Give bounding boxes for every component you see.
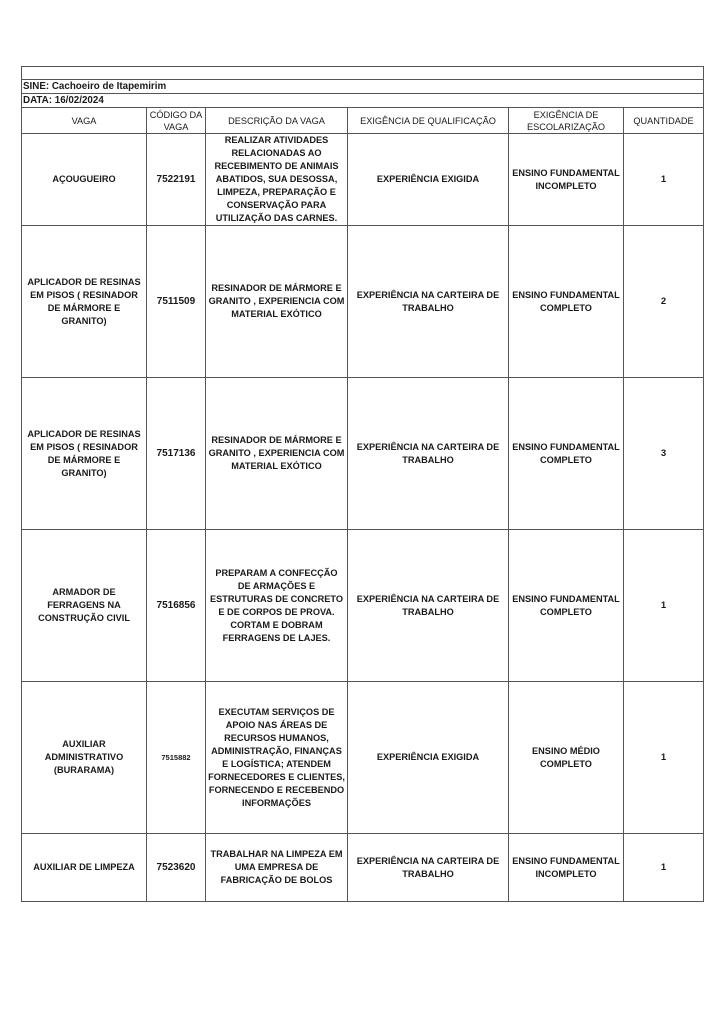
- cell-quantidade: 2: [624, 226, 704, 378]
- cell-quantidade: 3: [624, 378, 704, 530]
- cell-vaga: AUXILIAR DE LIMPEZA: [22, 834, 147, 902]
- cell-qualificacao: EXPERIÊNCIA NA CARTEIRA DE TRABALHO: [348, 378, 509, 530]
- cell-vaga: APLICADOR DE RESINAS EM PISOS ( RESINADOR DE MÁRMORE E GRANITO): [22, 226, 147, 378]
- cell-qualificacao: EXPERIÊNCIA EXIGIDA: [348, 134, 509, 226]
- header-qualificacao: EXIGÊNCIA DE QUALIFICAÇÃO: [348, 108, 509, 134]
- header-quantidade: QUANTIDADE: [624, 108, 704, 134]
- cell-quantidade: 1: [624, 682, 704, 834]
- cell-descricao: RESINADOR DE MÁRMORE E GRANITO , EXPERIENCIA COM MATERIAL EXÓTICO: [206, 378, 348, 530]
- table-row: [22, 834, 704, 902]
- date-label: DATA: 16/02/2024: [22, 94, 704, 108]
- sine-row: [22, 80, 704, 94]
- cell-escolarizacao: ENSINO FUNDAMENTAL COMPLETO: [509, 530, 624, 682]
- header-escolarizacao: EXIGÊNCIA DE ESCOLARIZAÇÃO: [509, 108, 624, 134]
- sine-label: SINE: Cachoeiro de Itapemirim: [22, 80, 704, 94]
- cell-quantidade: 1: [624, 530, 704, 682]
- cell-descricao: TRABALHAR NA LIMPEZA EM UMA EMPRESA DE FABRICAÇÃO DE BOLOS: [206, 834, 348, 902]
- cell-descricao: EXECUTAM SERVIÇOS DE APOIO NAS ÁREAS DE RECURSOS HUMANOS, ADMINISTRAÇÃO, FINANÇAS E LOGÍSTICA; ATENDEM FORNECEDORES E CLIENTES, FORNECENDO E RECEBENDO INFORMAÇÕES: [206, 682, 348, 834]
- cell-codigo: 7517136: [147, 378, 206, 530]
- table-row: [22, 530, 704, 682]
- cell-codigo: 7511509: [147, 226, 206, 378]
- job-vacancy-sheet: [21, 66, 703, 902]
- header-vaga: VAGA: [22, 108, 147, 134]
- cell-codigo: 7522191: [147, 134, 206, 226]
- cell-escolarizacao: ENSINO FUNDAMENTAL COMPLETO: [509, 378, 624, 530]
- header-codigo: CÓDIGO DA VAGA: [147, 108, 206, 134]
- cell-codigo: 7523620: [147, 834, 206, 902]
- cell-vaga: AUXILIAR ADMINISTRATIVO (BURARAMA): [22, 682, 147, 834]
- cell-escolarizacao: ENSINO FUNDAMENTAL INCOMPLETO: [509, 134, 624, 226]
- cell-vaga: APLICADOR DE RESINAS EM PISOS ( RESINADOR DE MÁRMORE E GRANITO): [22, 378, 147, 530]
- blank-row: [22, 67, 704, 80]
- header-descricao: DESCRIÇÃO DA VAGA: [206, 108, 348, 134]
- table-row: [22, 134, 704, 226]
- cell-codigo: 7516856: [147, 530, 206, 682]
- cell-escolarizacao: ENSINO FUNDAMENTAL COMPLETO: [509, 226, 624, 378]
- blank-cell: [22, 67, 704, 80]
- cell-quantidade: 1: [624, 134, 704, 226]
- table-row: [22, 226, 704, 378]
- cell-qualificacao: EXPERIÊNCIA EXIGIDA: [348, 682, 509, 834]
- vacancy-table: [21, 66, 704, 902]
- table-row: [22, 682, 704, 834]
- cell-qualificacao: EXPERIÊNCIA NA CARTEIRA DE TRABALHO: [348, 834, 509, 902]
- cell-vaga: ARMADOR DE FERRAGENS NA CONSTRUÇÃO CIVIL: [22, 530, 147, 682]
- cell-descricao: PREPARAM A CONFECÇÃO DE ARMAÇÕES E ESTRUTURAS DE CONCRETO E DE CORPOS DE PROVA. CORTAM E DOBRAM FERRAGENS DE LAJES.: [206, 530, 348, 682]
- cell-codigo: 7515882: [147, 682, 206, 834]
- header-row: [22, 108, 704, 134]
- date-row: [22, 94, 704, 108]
- table-row: [22, 378, 704, 530]
- cell-qualificacao: EXPERIÊNCIA NA CARTEIRA DE TRABALHO: [348, 530, 509, 682]
- cell-vaga: AÇOUGUEIRO: [22, 134, 147, 226]
- cell-quantidade: 1: [624, 834, 704, 902]
- cell-escolarizacao: ENSINO MÉDIO COMPLETO: [509, 682, 624, 834]
- cell-escolarizacao: ENSINO FUNDAMENTAL INCOMPLETO: [509, 834, 624, 902]
- cell-descricao: REALIZAR ATIVIDADES RELACIONADAS AO RECEBIMENTO DE ANIMAIS ABATIDOS, SUA DESOSSA, LIMPEZA, PREPARAÇÃO E CONSERVAÇÃO PARA UTILIZAÇÃO DAS CARNES.: [206, 134, 348, 226]
- cell-qualificacao: EXPERIÊNCIA NA CARTEIRA DE TRABALHO: [348, 226, 509, 378]
- cell-descricao: RESINADOR DE MÁRMORE E GRANITO , EXPERIENCIA COM MATERIAL EXÓTICO: [206, 226, 348, 378]
